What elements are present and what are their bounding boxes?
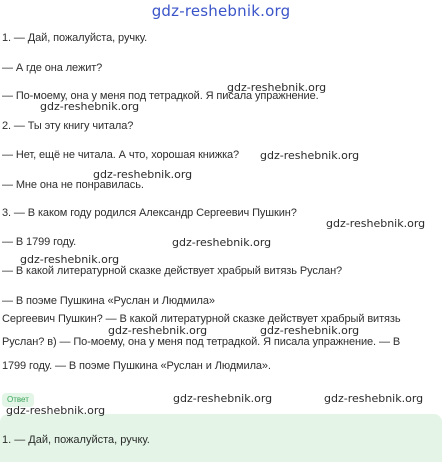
- answer-text: 1. — Дай, пожалуйста, ручку.: [2, 434, 150, 446]
- text-line-3: — По-моему, она у меня под тетрадкой. Я писала упражнение.: [2, 90, 319, 102]
- watermark: gdz-reshebnik.org: [6, 404, 106, 417]
- text-line-5: — Нет, ещё не читала. А что, хорошая книжка?: [2, 149, 240, 161]
- text-line-9: — В какой литературной сказке действует храбрый витязь Руслан?: [2, 265, 343, 277]
- text-line-2: — А где она лежит?: [2, 62, 103, 74]
- answer-badge: Ответ: [2, 393, 34, 407]
- text-line-8: — В 1799 году.: [2, 236, 77, 248]
- text-line-12: Руслан? в) — По-моему, она у меня под тетрадкой. Я писала упражнение. — В: [2, 336, 401, 348]
- watermark: gdz-reshebnik.org: [260, 149, 360, 162]
- text-line-10: — В поэме Пушкина «Руслан и Людмила»: [2, 295, 215, 307]
- watermark: gdz-reshebnik.org: [324, 392, 424, 405]
- text-line-7: 3. — В каком году родился Александр Сергеевич Пушкин?: [2, 207, 297, 219]
- text-line-1: 1. — Дай, пожалуйста, ручку.: [2, 32, 148, 44]
- watermark: gdz-reshebnik.org: [172, 236, 272, 249]
- watermark: gdz-reshebnik.org: [20, 253, 120, 266]
- watermark: gdz-reshebnik.org: [326, 217, 426, 230]
- watermark: gdz-reshebnik.org: [227, 81, 327, 94]
- watermark: gdz-reshebnik.org: [260, 324, 360, 337]
- text-line-6: — Мне она не понравилась.: [2, 179, 144, 191]
- text-line-11: Сергеевич Пушкин? — В какой литературной сказке действует храбрый витязь: [2, 313, 401, 325]
- watermark: gdz-reshebnik.org: [108, 324, 208, 337]
- text-line-13: 1799 году. — В поэме Пушкина «Руслан и Людмила».: [2, 360, 271, 372]
- watermark: gdz-reshebnik.org: [93, 168, 193, 181]
- watermark: gdz-reshebnik.org: [173, 392, 273, 405]
- text-line-4: 2. — Ты эту книгу читала?: [2, 120, 134, 132]
- watermark-top: gdz-reshebnik.org: [151, 2, 291, 20]
- watermark: gdz-reshebnik.org: [40, 100, 140, 113]
